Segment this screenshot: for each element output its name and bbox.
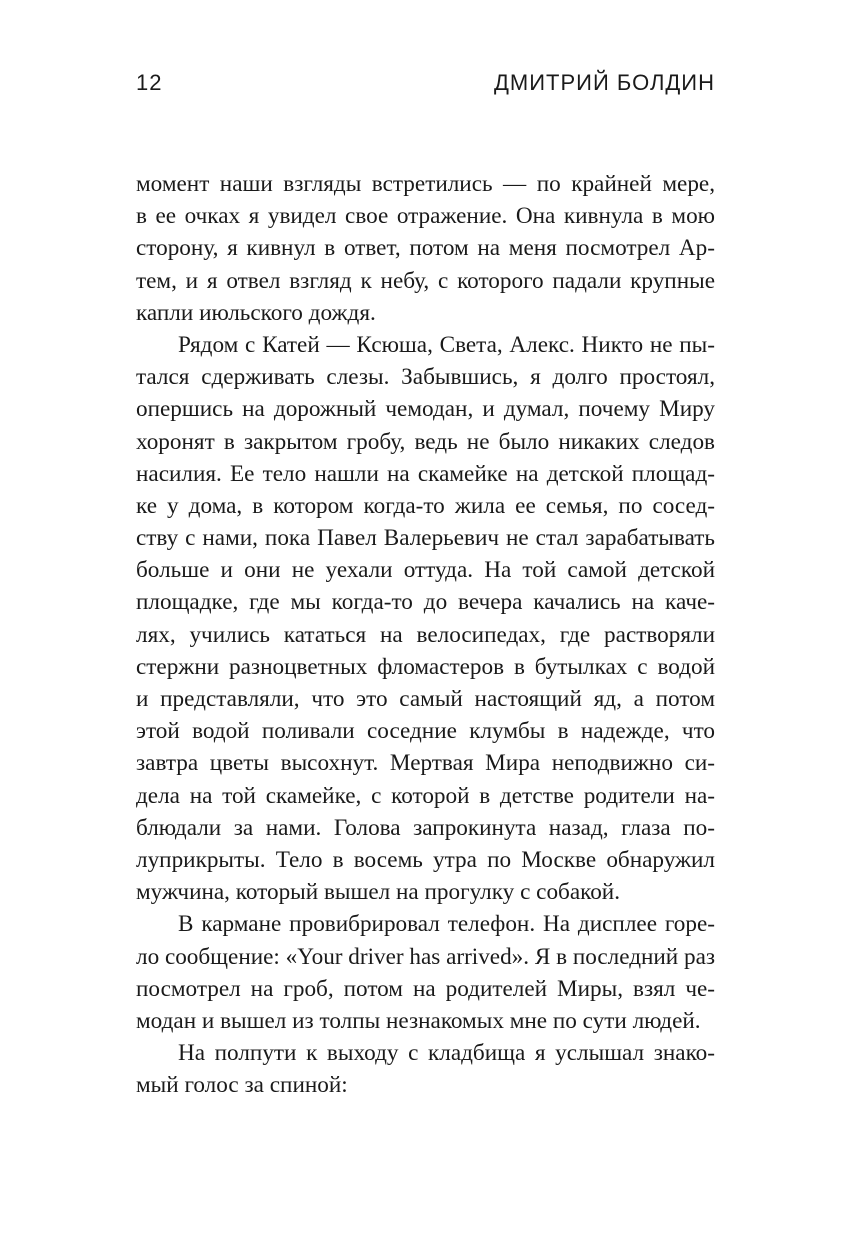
text-line: мый голос за спиной: (136, 1072, 348, 1099)
text-line: момент наши взгляды встретились — по крайней мере, (136, 171, 715, 197)
text-line: опершись на дорожный чемодан, и думал, почему Миру (136, 396, 715, 423)
text-line: капли июльского дождя. (136, 299, 376, 326)
text-line: тем, и я отвел взгляд к небу, с которого падали крупные (136, 267, 715, 294)
text-line: луприкрыты. Тело в восемь утра по Москве обнаружил (136, 846, 715, 873)
text-line: стержни разноцветных фломастеров в бутылках с водой (136, 653, 715, 680)
text-line: этой водой поливали соседние клумбы в надежде, что (136, 718, 715, 745)
text-line: модан и вышел из толпы незнакомых мне по сути людей. (136, 1007, 701, 1034)
text-line: мужчина, который вышел на прогулку с собакой. (136, 879, 621, 906)
text-line: посмотрел на гроб, потом на родителей Миры, взял че- (136, 975, 715, 1002)
body-text (136, 168, 715, 1101)
text-line: ке у дома, в котором когда-то жила ее семья, по сосед- (136, 492, 715, 519)
text-line: хоронят в закрытом гробу, ведь не было никаких следов (136, 428, 715, 455)
text-line: В кармане провибрировал телефон. На дисплее горе- (178, 911, 715, 938)
text-line: дела на той скамейке, с которой в детстве родители на- (136, 782, 715, 809)
text-line: в ее очках я увидел свое отражение. Она кивнула в мою (136, 203, 715, 230)
text-line: завтра цветы высохнут. Мертвая Мира неподвижно си- (136, 750, 715, 777)
page-number: 12 (136, 70, 163, 95)
page-header (136, 70, 715, 104)
paragraph-1 (136, 168, 715, 329)
text-line: блюдали за нами. Голова запрокинута назад, глаза по- (136, 814, 715, 841)
text-line: лях, учились кататься на велосипедах, где растворяли (136, 621, 715, 648)
paragraph-3 (136, 908, 715, 1037)
text-line: насилия. Ее тело нашли на скамейке на детской площад- (136, 460, 715, 487)
running-head-author: ДМИТРИЙ БОЛДИН (494, 70, 715, 95)
text-line: сторону, я кивнул в ответ, потом на меня посмотрел Ар- (136, 235, 715, 262)
text-line: На полпути к выходу с кладбища я услышал знако- (178, 1040, 715, 1067)
text-line: ло сообщение: «Your driver has arrived». Я в последний раз (136, 943, 716, 970)
paragraph-2 (136, 329, 715, 908)
text-line: площадке, где мы когда-то до вечера качались на каче- (136, 589, 715, 616)
text-line: тался сдерживать слезы. Забывшись, я долго простоял, (136, 364, 715, 391)
text-line: ству с нами, пока Павел Валерьевич не стал зарабатывать (136, 525, 715, 552)
text-line: больше и они не уехали оттуда. На той самой детской (136, 557, 715, 584)
text-line: и представляли, что это самый настоящий яд, а потом (136, 686, 715, 712)
text-line: Рядом с Катей — Ксюша, Света, Алекс. Никто не пы- (178, 331, 715, 358)
paragraph-4 (136, 1037, 715, 1101)
